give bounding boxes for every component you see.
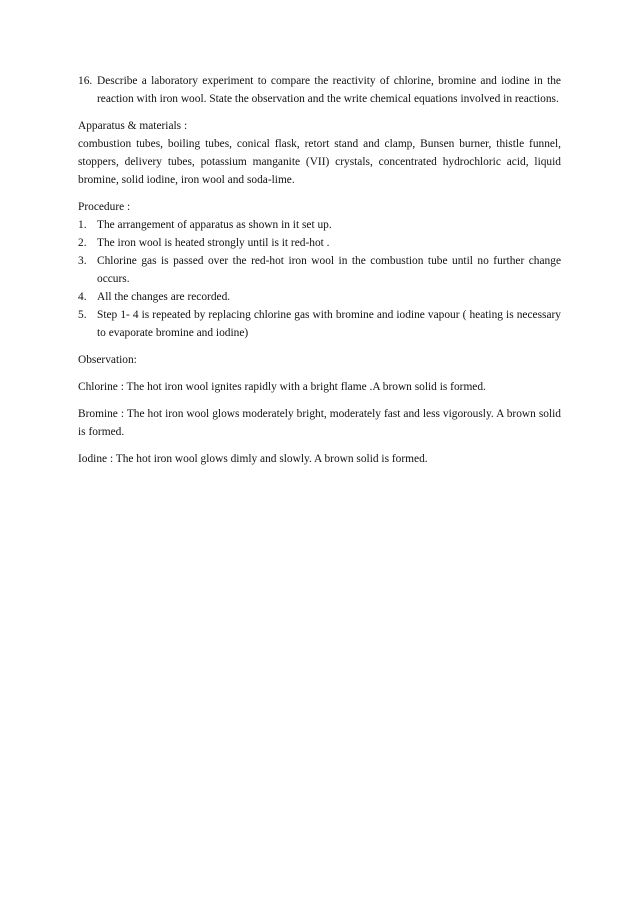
step-number: 2.: [78, 237, 87, 249]
step-text: Chlorine gas is passed over the red-hot iron wool in the combustion tube until no further change occurs.: [97, 255, 561, 285]
procedure-section: [78, 198, 561, 342]
apparatus-text: combustion tubes, boiling tubes, conical flask, retort stand and clamp, Bunsen burner, thistle funnel, stoppers, delivery tubes, potassium manganite (VII) crystals, concentrated hydrochloric acid, liquid bromine, solid iodine, iron wool and soda-lime.: [78, 138, 561, 186]
step-text: All the changes are recorded.: [97, 291, 231, 303]
step-number: 3.: [78, 255, 87, 267]
step-text: Step 1- 4 is repeated by replacing chlorine gas with bromine and iodine vapour ( heating is necessary to evaporate bromine and iodine): [97, 309, 561, 339]
apparatus-heading: Apparatus & materials :: [78, 120, 188, 132]
step-number: 4.: [78, 291, 87, 303]
question-number: 16.: [78, 75, 93, 87]
step-text: The iron wool is heated strongly until is it red-hot .: [97, 237, 330, 249]
step-number: 5.: [78, 309, 87, 321]
procedure-steps: [78, 216, 561, 342]
step-text: The arrangement of apparatus as shown in it set up.: [97, 219, 332, 231]
step-number: 1.: [78, 219, 87, 231]
observation-iodine: Iodine : The hot iron wool glows dimly and slowly. A brown solid is formed.: [78, 453, 428, 465]
observation-bromine: Bromine : The hot iron wool glows moderately bright, moderately fast and less vigorously. A brown solid is formed.: [78, 408, 561, 438]
apparatus-section: [78, 117, 561, 189]
question-text: Describe a laboratory experiment to compare the reactivity of chlorine, bromine and iodine in the reaction with iron wool. State the observation and the write chemical equations involved in reactions.: [97, 75, 561, 105]
procedure-step: [78, 288, 561, 306]
observation-chlorine: Chlorine : The hot iron wool ignites rapidly with a bright flame .A brown solid is formed.: [78, 381, 486, 393]
document-page: [78, 72, 561, 468]
observation-heading: Observation:: [78, 354, 137, 366]
procedure-step: [78, 234, 561, 252]
procedure-step: [78, 252, 561, 288]
procedure-heading: Procedure :: [78, 201, 131, 213]
procedure-step: [78, 306, 561, 342]
procedure-step: [78, 216, 561, 234]
question: [78, 72, 561, 108]
